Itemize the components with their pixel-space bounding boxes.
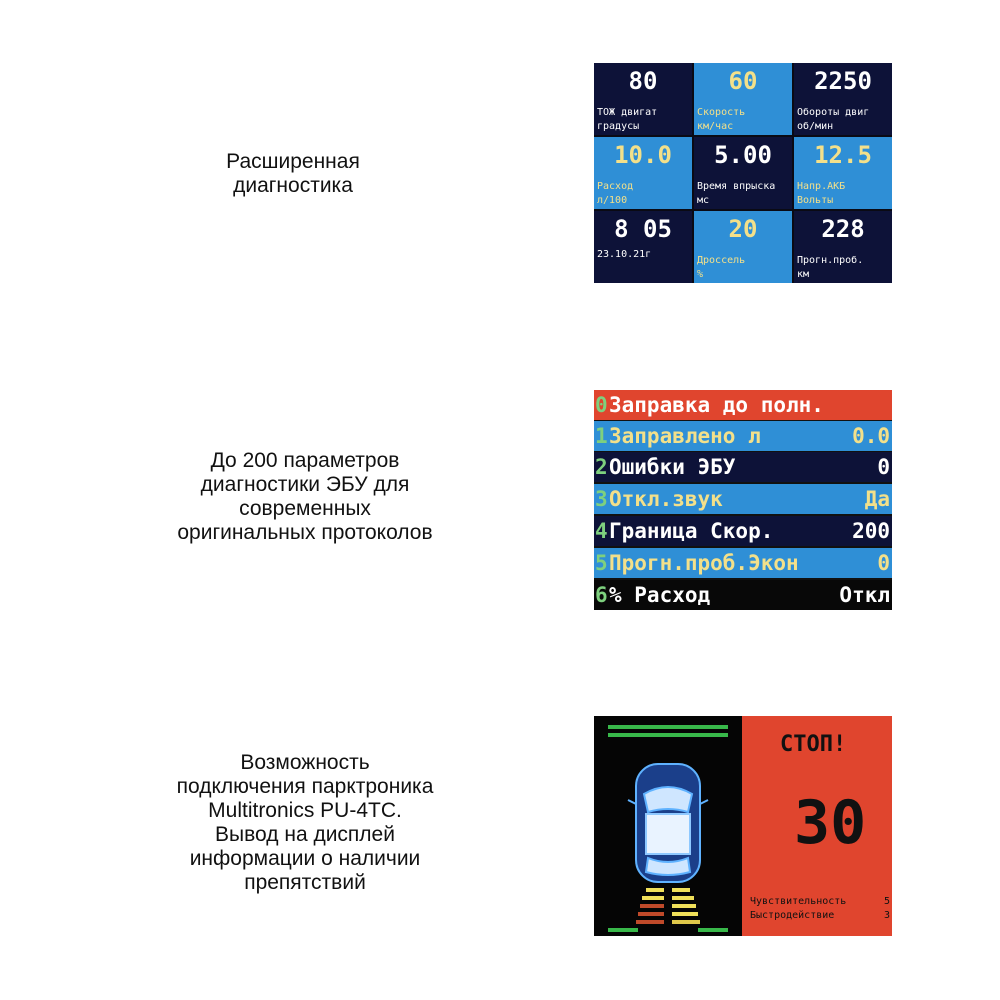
car-icon [628, 764, 708, 882]
parktronic-screen [594, 716, 892, 936]
caption-line: оригинальных протоколов [177, 521, 433, 544]
menu-row-number: 0 [595, 393, 608, 417]
menu-row-number: 4 [595, 519, 608, 543]
param-cell-rpm [794, 63, 892, 135]
param-value: 20 [728, 215, 758, 243]
stop-label: СТОП! [780, 732, 847, 757]
param-unit: Вольты [797, 195, 834, 206]
param-label: Время впрыска [697, 181, 776, 192]
param-label: Расход [597, 181, 634, 192]
param-unit: км/час [697, 121, 734, 132]
caption-line: Расширенная [226, 150, 360, 173]
param-label: Обороты двиг [797, 107, 870, 118]
menu-row-number: 1 [595, 424, 608, 448]
menu-row-label: Откл.звук [609, 487, 723, 511]
caption-line: препятствий [244, 871, 366, 894]
parking-sensor-graphic [594, 716, 742, 936]
param-unit: мс [697, 195, 710, 206]
param-value: 12.5 [814, 141, 872, 169]
menu-row-number: 6 [595, 583, 608, 607]
menu-row-range-economy[interactable] [594, 548, 892, 578]
menu-row-number: 3 [595, 487, 608, 511]
settings-menu-screen [594, 390, 892, 610]
caption-line: современных [239, 497, 371, 520]
response-speed-value: 3 [884, 910, 891, 921]
param-value: 80 [628, 67, 658, 95]
menu-row-refuel-full[interactable] [594, 390, 892, 420]
param-value: 228 [821, 215, 865, 243]
menu-row-refueled[interactable] [594, 421, 892, 451]
caption-extended-diagnostics [143, 150, 443, 198]
caption-line: Вывод на дисплей [215, 823, 395, 846]
caption-line: подключения парктроника [176, 775, 434, 798]
caption-line: Multitronics PU-4TC. [208, 799, 402, 822]
response-speed-label: Быстродействие [750, 910, 835, 921]
response-speed-row [750, 910, 891, 921]
diagnostics-screen [594, 63, 892, 283]
caption-line: диагностики ЭБУ для [200, 473, 410, 496]
param-unit: % [697, 269, 704, 280]
rear-sensor-bars [608, 888, 728, 932]
param-cell-range [794, 211, 892, 283]
param-cell-speed [694, 63, 792, 135]
menu-row-number: 5 [595, 551, 608, 575]
param-unit: градусы [597, 121, 640, 132]
param-value: 8 05 [614, 215, 672, 243]
param-label: Скорость [697, 107, 746, 118]
param-label: ТОЖ двигат [597, 107, 658, 118]
sensitivity-label: Чувствительность [750, 896, 847, 907]
menu-row-value: 200 [852, 519, 890, 543]
param-label: Напр.АКБ [797, 181, 846, 192]
menu-row-sound-off[interactable] [594, 484, 892, 514]
sensitivity-value: 5 [884, 896, 891, 907]
caption-line: До 200 параметров [210, 449, 400, 472]
param-value: 2250 [814, 67, 872, 95]
menu-row-label: % Расход [609, 583, 711, 607]
menu-row-label: Ошибки ЭБУ [609, 455, 736, 479]
param-cell-coolant-temp [594, 63, 692, 135]
param-value: 5.00 [714, 141, 772, 169]
param-cell-injection-time [694, 137, 792, 209]
param-cell-battery-voltage [794, 137, 892, 209]
param-unit: км [797, 269, 810, 280]
menu-row-label: Заправлено л [609, 424, 761, 448]
param-label: Прогн.проб. [797, 255, 864, 266]
param-unit: об/мин [797, 121, 834, 132]
param-cell-consumption [594, 137, 692, 209]
menu-row-value: Откл [839, 583, 890, 607]
menu-row-value: Да [864, 487, 890, 511]
caption-line: Возможность [240, 751, 370, 774]
param-value: 10.0 [614, 141, 672, 169]
front-sensor-bars [608, 725, 728, 737]
caption-line: информации о наличии [189, 847, 421, 870]
param-cell-clock [594, 211, 692, 283]
caption-ecu-parameters [155, 449, 455, 545]
sensitivity-row [750, 896, 891, 907]
menu-row-label: Прогн.проб.Экон [609, 551, 799, 575]
caption-line: диагностика [233, 174, 353, 197]
param-date: 23.10.21г [597, 249, 652, 260]
param-cell-throttle [694, 211, 792, 283]
menu-row-consumption-percent[interactable] [594, 580, 892, 610]
menu-row-value: 0 [877, 551, 890, 575]
obstacle-distance: 30 [794, 788, 867, 858]
menu-row-label: Заправка до полн. [609, 393, 824, 417]
param-label: Дроссель [697, 255, 746, 266]
caption-parktronic [155, 751, 455, 895]
menu-row-number: 2 [595, 455, 608, 479]
menu-row-value: 0.0 [852, 424, 890, 448]
param-value: 60 [728, 67, 758, 95]
param-unit: л/100 [597, 195, 628, 206]
menu-row-speed-limit[interactable] [594, 516, 892, 546]
menu-row-ecu-errors[interactable] [594, 452, 892, 482]
menu-row-label: Граница Скор. [609, 519, 774, 543]
menu-row-value: 0 [877, 455, 890, 479]
